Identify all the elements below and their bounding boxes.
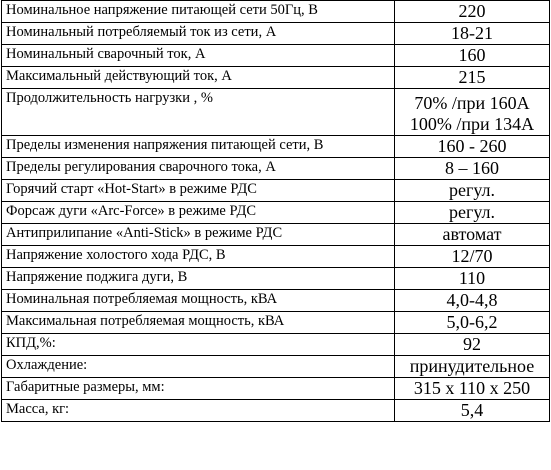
value-line: 92 xyxy=(463,334,481,354)
table-row xyxy=(2,158,550,180)
value-line: принудительное xyxy=(409,356,535,376)
row-value xyxy=(395,312,550,334)
value-line: 160 xyxy=(458,45,486,65)
row-value xyxy=(395,45,550,67)
specifications-table xyxy=(1,0,550,422)
row-parameter: Номинальное напряжение питающей сети 50Гц, В xyxy=(2,1,395,23)
row-value xyxy=(395,356,550,378)
row-parameter: Номинальный потребляемый ток из сети, А xyxy=(2,23,395,45)
row-value xyxy=(395,378,550,400)
value-line: 18-21 xyxy=(451,23,493,43)
row-value xyxy=(395,202,550,224)
row-parameter: Напряжение холостого хода РДС, В xyxy=(2,246,395,268)
row-value xyxy=(395,136,550,158)
table-row xyxy=(2,45,550,67)
row-parameter: Пределы изменения напряжения питающей сети, В xyxy=(2,136,395,158)
row-parameter: Максимальная потребляемая мощность, кВА xyxy=(2,312,395,334)
value-line: 4,0-4,8 xyxy=(446,290,498,310)
value-line: 220 xyxy=(458,1,486,21)
row-parameter: Продолжительность нагрузки , % xyxy=(2,89,395,136)
row-parameter: Номинальная потребляемая мощность, кВА xyxy=(2,290,395,312)
value-line: регул. xyxy=(448,180,496,200)
row-value xyxy=(395,158,550,180)
table-row xyxy=(2,224,550,246)
table-row xyxy=(2,290,550,312)
value-line: регул. xyxy=(448,202,496,222)
table-row xyxy=(2,312,550,334)
row-parameter: Антиприлипание «Anti-Stick» в режиме РДС xyxy=(2,224,395,246)
row-value xyxy=(395,180,550,202)
row-value xyxy=(395,89,550,136)
value-line: автомат xyxy=(442,224,502,244)
row-value xyxy=(395,400,550,422)
value-line: 110 xyxy=(458,268,486,288)
table-row xyxy=(2,136,550,158)
value-line: 215 xyxy=(458,67,486,87)
table-row xyxy=(2,378,550,400)
value-line: 5,0-6,2 xyxy=(446,312,498,332)
value-line: 5,4 xyxy=(460,400,484,420)
row-parameter: Масса, кг: xyxy=(2,400,395,422)
table-row xyxy=(2,356,550,378)
row-value xyxy=(395,1,550,23)
row-parameter: Напряжение поджига дуги, В xyxy=(2,268,395,290)
value-line: 8 – 160 xyxy=(445,158,499,178)
row-parameter: Форсаж дуги «Arc-Force» в режиме РДС xyxy=(2,202,395,224)
table-row xyxy=(2,67,550,89)
row-parameter: Максимальный действующий ток, А xyxy=(2,67,395,89)
row-parameter: КПД,%: xyxy=(2,334,395,356)
table-row xyxy=(2,400,550,422)
row-parameter: Номинальный сварочный ток, А xyxy=(2,45,395,67)
table-row xyxy=(2,334,550,356)
table-row xyxy=(2,89,550,136)
value-line: 160 - 260 xyxy=(437,136,507,156)
row-parameter: Пределы регулирования сварочного тока, А xyxy=(2,158,395,180)
row-value xyxy=(395,23,550,45)
table-row xyxy=(2,180,550,202)
row-value xyxy=(395,290,550,312)
value-line: 315 x 110 x 250 xyxy=(413,378,531,398)
table-row xyxy=(2,246,550,268)
table-row xyxy=(2,202,550,224)
value-line: 100% /при 134А xyxy=(409,114,535,134)
row-value xyxy=(395,67,550,89)
row-parameter: Габаритные размеры, мм: xyxy=(2,378,395,400)
value-line: 12/70 xyxy=(451,246,493,266)
table-row xyxy=(2,1,550,23)
row-value xyxy=(395,246,550,268)
value-line: 70% /при 160А xyxy=(414,93,530,113)
row-value xyxy=(395,224,550,246)
table-row xyxy=(2,268,550,290)
table-row xyxy=(2,23,550,45)
row-parameter: Горячий старт «Hot-Start» в режиме РДС xyxy=(2,180,395,202)
row-value xyxy=(395,334,550,356)
row-value xyxy=(395,268,550,290)
row-parameter: Охлаждение: xyxy=(2,356,395,378)
